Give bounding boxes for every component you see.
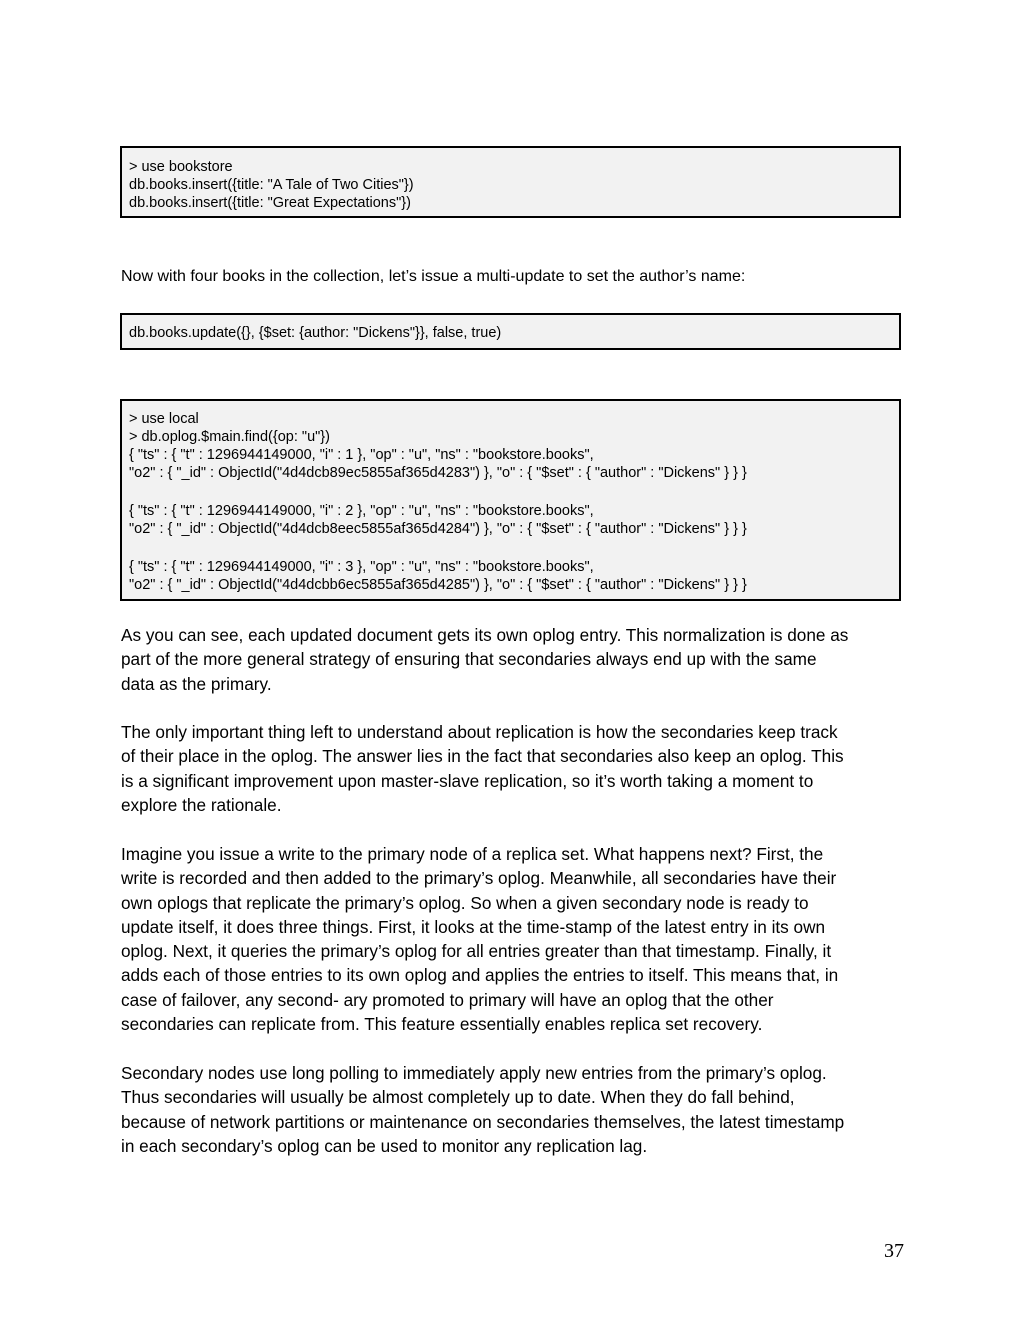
text-line: of their place in the oplog. The answer lies in the fact that secondaries also keep an oplog. This — [121, 746, 844, 767]
text-line: As you can see, each updated document gets its own oplog entry. This normalization is done as — [121, 625, 849, 645]
text-line: in each secondary’s oplog can be used to monitor any replication lag. — [121, 1135, 648, 1156]
entry-spacer — [129, 482, 892, 502]
code-line: db.books.update({}, {$set: {author: "Dickens"}}, false, true) — [129, 325, 502, 341]
oplog-entry-line: "o2" : { "_id" : ObjectId("4d4dcbb6ec5855af365d4285") }, "o" : { "$set" : { "author" : "Dickens" } } } — [129, 577, 747, 593]
text-line: explore the rationale. — [121, 794, 282, 815]
oplog-entry-line: { "ts" : { "t" : 1296944149000, "i" : 3 }, "op" : "u", "ns" : "bookstore.books", — [129, 559, 594, 575]
code-block-use-bookstore — [120, 146, 901, 218]
code-line: > db.oplog.$main.find({op: "u"}) — [129, 429, 330, 445]
text-line: Thus secondaries will usually be almost completely up to date. When they do fall behind, — [121, 1087, 795, 1108]
text-line: Imagine you issue a write to the primary node of a replica set. What happens next? First, the — [121, 844, 824, 864]
entry-spacer — [129, 538, 892, 558]
code-block-oplog — [120, 399, 901, 601]
text-line: oplog. Next, it queries the primary’s oplog for all entries greater than that timestamp. Finally, it — [121, 941, 832, 962]
code-line: > use bookstore — [129, 159, 233, 175]
body-paragraph — [121, 1061, 911, 1158]
text-line: because of network partitions or maintenance on secondaries themselves, the latest timestamp — [121, 1111, 845, 1132]
text-line: own oplogs that replicate the primary’s oplog. So when a given secondary node is ready to — [121, 892, 809, 913]
text-line: update itself, it does three things. First, it looks at the time-stamp of the latest entry in its own — [121, 916, 826, 937]
text-line: part of the more general strategy of ensuring that secondaries always end up with the same — [121, 649, 817, 670]
text-line: is a significant improvement upon master-slave replication, so it’s worth taking a moment to — [121, 770, 814, 791]
text-line: data as the primary. — [121, 673, 272, 694]
oplog-entry-line: "o2" : { "_id" : ObjectId("4d4dcb8eec5855af365d4284") }, "o" : { "$set" : { "author" : "Dickens" } } } — [129, 521, 747, 537]
body-paragraph — [121, 720, 911, 817]
text-line: Secondary nodes use long polling to immediately apply new entries from the primary’s oplog. — [121, 1063, 827, 1083]
body-paragraph — [121, 623, 911, 696]
text-line: secondaries can replicate from. This feature essentially enables replica set recovery. — [121, 1014, 763, 1035]
body-paragraph — [121, 842, 911, 1036]
text-line: The only important thing left to understand about replication is how the secondaries keep track — [121, 722, 838, 742]
intro-paragraph: Now with four books in the collection, let’s issue a multi-update to set the author’s name: — [121, 268, 746, 285]
text-line: case of failover, any second- ary promoted to primary will have an oplog that the other — [121, 989, 774, 1010]
oplog-entry-line: { "ts" : { "t" : 1296944149000, "i" : 2 }, "op" : "u", "ns" : "bookstore.books", — [129, 503, 594, 519]
code-line: db.books.insert({title: "A Tale of Two Cities"}) — [129, 177, 414, 193]
oplog-entry-line: "o2" : { "_id" : ObjectId("4d4dcb89ec5855af365d4283") }, "o" : { "$set" : { "author" : "Dickens" } } } — [129, 465, 747, 481]
code-line: > use local — [129, 411, 199, 427]
code-block-update — [120, 313, 901, 350]
code-line: db.books.insert({title: "Great Expectations"}) — [129, 195, 411, 211]
text-line: write is recorded and then added to the primary’s oplog. Meanwhile, all secondaries have their — [121, 868, 837, 889]
page-number: 37 — [884, 1240, 904, 1262]
text-line: adds each of those entries to its own oplog and applies the entries to itself. This means that, in — [121, 965, 839, 986]
oplog-entry-line: { "ts" : { "t" : 1296944149000, "i" : 1 }, "op" : "u", "ns" : "bookstore.books", — [129, 447, 594, 463]
